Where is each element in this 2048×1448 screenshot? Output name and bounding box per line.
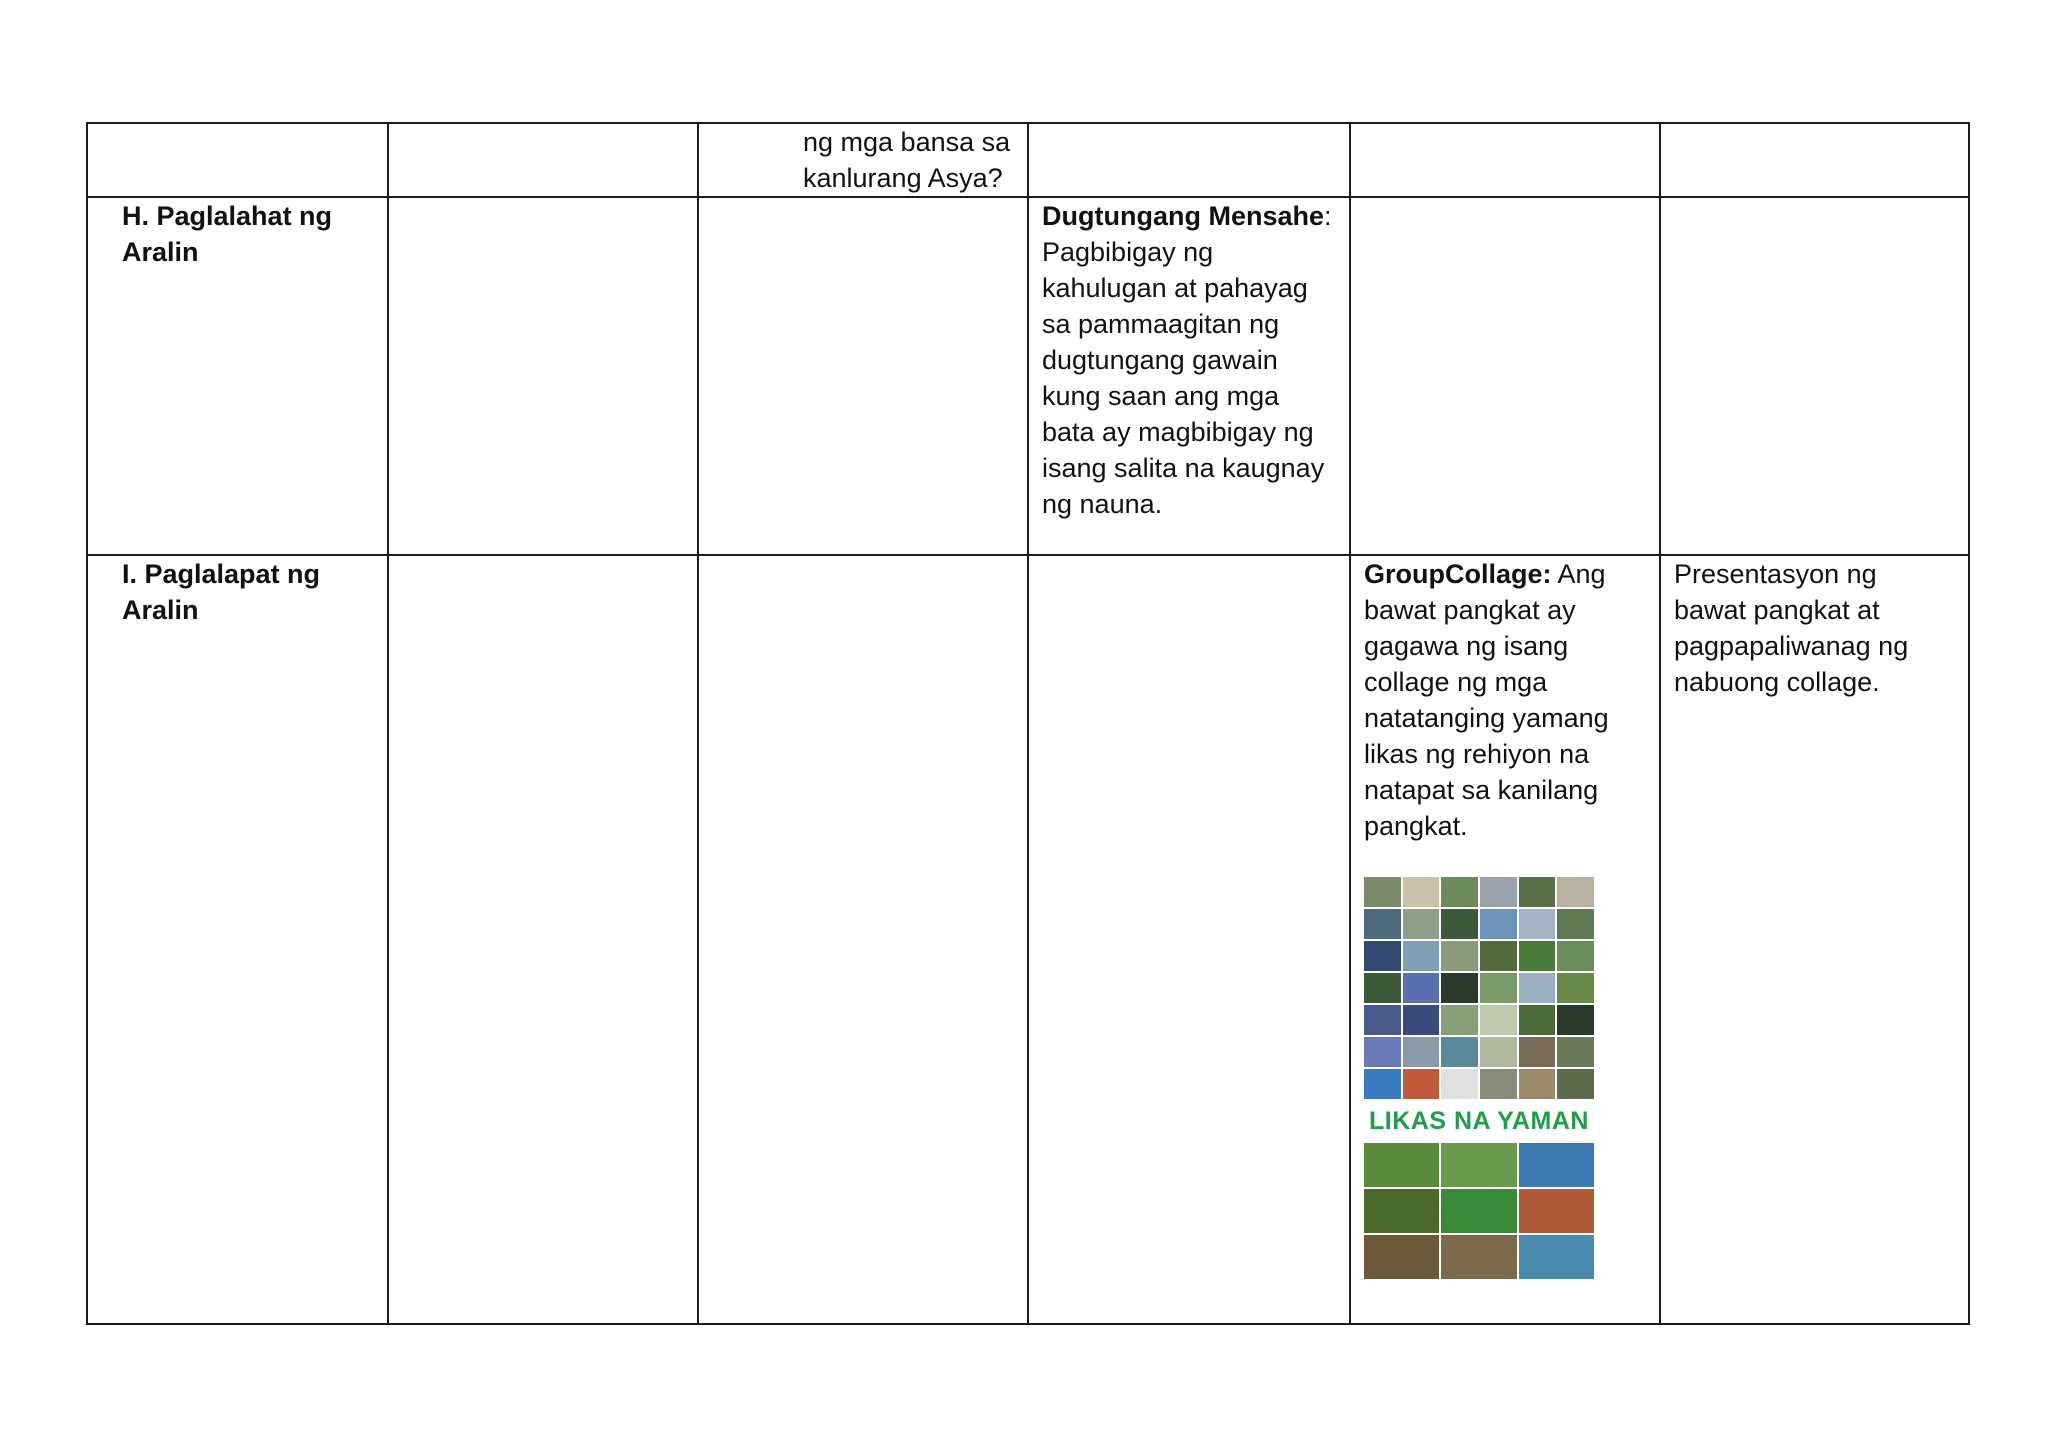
collage-image bbox=[1364, 877, 1594, 1323]
row-label-paglalapat: I. Paglalapat ng Aralin bbox=[87, 555, 388, 1324]
table-cell bbox=[388, 555, 698, 1324]
group-collage-cell bbox=[1350, 555, 1660, 1324]
table-cell bbox=[1350, 197, 1660, 555]
table-cell bbox=[1660, 123, 1969, 197]
activity-description: : Pagbibigay ng kahulugan at pahayag sa pammaagitan ng dugtungang gawain kung saan ang mga bata ay magbibigay ng isang salita na kaugnay ng nauna. bbox=[1042, 201, 1332, 519]
table-cell bbox=[87, 123, 388, 197]
collage-photo-grid bbox=[1364, 1143, 1594, 1279]
collage-photo-grid bbox=[1364, 877, 1594, 1099]
row-label-paglalahat: H. Paglalahat ng Aralin bbox=[87, 197, 388, 555]
table-row bbox=[87, 197, 1969, 555]
table-cell bbox=[1028, 123, 1350, 197]
presentation-text: Presentasyon ng bawat pangkat at pagpapaliwanag ng nabuong collage. bbox=[1660, 555, 1969, 1324]
table-cell bbox=[388, 197, 698, 555]
dugtungang-mensahe-cell bbox=[1028, 197, 1350, 555]
activity-title: Dugtungang Mensahe bbox=[1042, 201, 1324, 231]
table-cell bbox=[1660, 197, 1969, 555]
collage-title: LIKAS NA YAMAN bbox=[1369, 1107, 1589, 1135]
table-row bbox=[87, 555, 1969, 1324]
table-cell bbox=[1350, 123, 1660, 197]
table-cell bbox=[698, 555, 1028, 1324]
table-row bbox=[87, 123, 1969, 197]
activity-description: Ang bawat pangkat ay gagawa ng isang collage ng mga natatanging yamang likas ng rehiyon na natapat sa kanilang pangkat. bbox=[1364, 559, 1609, 841]
table-cell bbox=[388, 123, 698, 197]
table-cell bbox=[1028, 555, 1350, 1324]
table-cell bbox=[698, 197, 1028, 555]
lesson-plan-table bbox=[86, 122, 1970, 1325]
continued-question-text: ng mga bansa sa kanlurang Asya? bbox=[698, 123, 1028, 197]
activity-title: GroupCollage: bbox=[1364, 559, 1552, 589]
